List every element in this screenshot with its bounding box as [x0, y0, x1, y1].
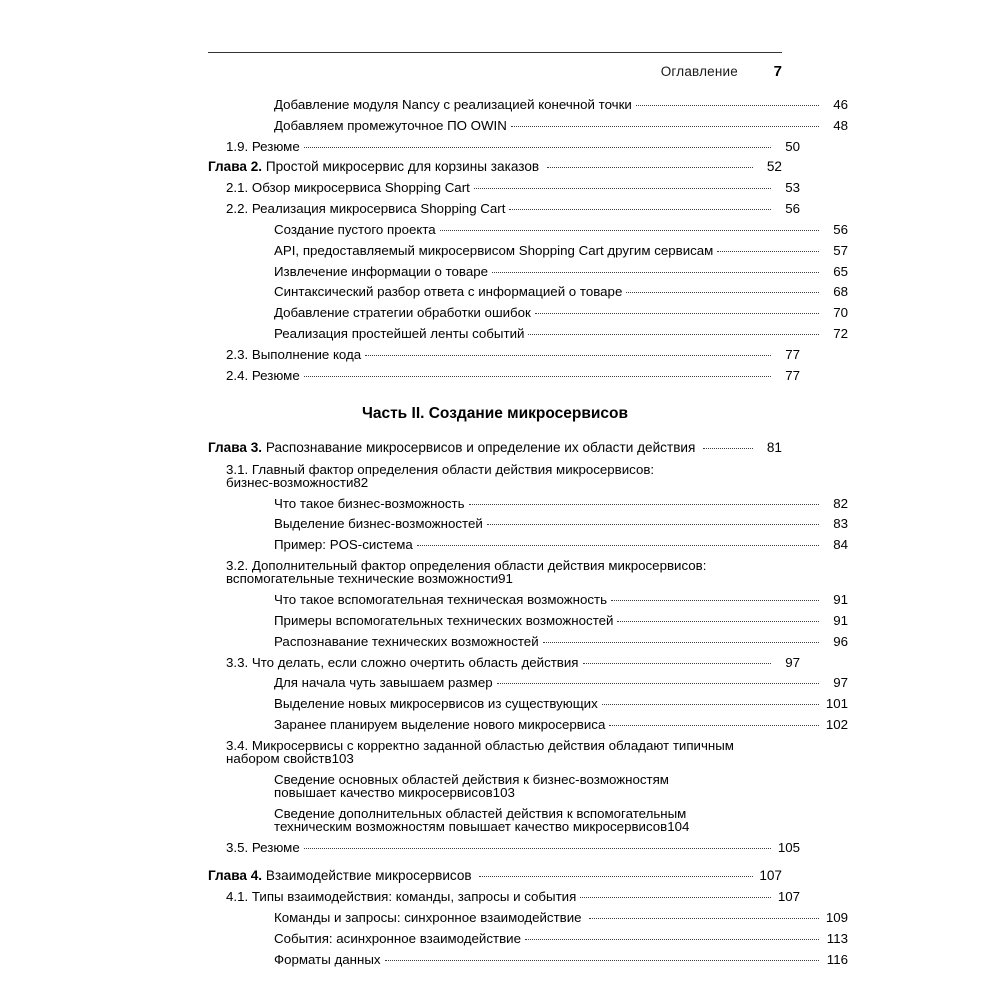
- page-header: [208, 52, 782, 80]
- leader-dots: [497, 683, 819, 684]
- toc-entry-chapter-title: Простой микросервис для корзины заказов: [262, 159, 543, 175]
- toc-entry-title: 3.2. Дополнительный фактор определения области действия микросервисов:: [226, 558, 707, 574]
- toc-entry-title: Синтаксический разбор ответа с информацией о товаре: [274, 284, 623, 300]
- toc-entry[interactable]: [274, 223, 848, 236]
- toc-entry-title: [208, 160, 543, 174]
- leader-dots: [589, 918, 819, 919]
- toc-entry-title-cont: техническим возможностям повышает качество микросервисов: [274, 819, 668, 835]
- toc-entry-page: 70: [833, 305, 848, 321]
- toc-entry-title: 3.1. Главный фактор определения области действия микросервисов:: [226, 461, 655, 477]
- toc-entry-title: [208, 441, 699, 455]
- toc-entry[interactable]: [274, 285, 848, 298]
- toc-entry[interactable]: [226, 463, 782, 490]
- toc-entry-title: 1.9. Резюме: [226, 138, 300, 154]
- leader-dots: [535, 313, 819, 314]
- toc-entry-page: 91: [498, 571, 513, 587]
- toc-entry-page: 82: [833, 495, 848, 511]
- toc-entry-title: Заранее планируем выделение нового микросервиса: [274, 716, 606, 732]
- leader-dots: [511, 126, 819, 127]
- toc-entry[interactable]: [274, 306, 848, 319]
- leader-dots: [528, 334, 819, 335]
- toc-entry[interactable]: [274, 614, 848, 627]
- toc-entry-title: 3.4. Микросервисы с корректно заданной областью действия обладают типичным: [226, 737, 734, 753]
- toc-entry[interactable]: [274, 697, 848, 710]
- toc-entry-title: 2.2. Реализация микросервиса Shopping Cart: [226, 201, 506, 217]
- toc-entry-chapter-label: Глава 3.: [208, 440, 263, 456]
- leader-dots: [580, 897, 771, 898]
- toc-entry-page: 101: [825, 696, 848, 712]
- toc-entry-title-cont: набором свойств: [226, 751, 332, 766]
- toc-entry-title: Команды и запросы: синхронное взаимодействие: [274, 910, 586, 926]
- toc-entry[interactable]: [208, 441, 782, 455]
- toc-entry-page: 84: [833, 537, 848, 553]
- toc-entry-page: 82: [353, 474, 369, 490]
- toc-entry-page: 53: [785, 180, 800, 196]
- leader-dots: [304, 848, 771, 849]
- toc-entry-page: 77: [785, 367, 800, 383]
- toc-entry-title: [208, 869, 475, 883]
- toc-entry-title: Для начала чуть завышаем размер: [274, 675, 493, 691]
- toc-entry-title: Добавление стратегии обработки ошибок: [274, 305, 531, 321]
- leader-dots: [703, 448, 753, 449]
- toc-entry[interactable]: [208, 869, 782, 883]
- toc-entry[interactable]: [226, 739, 782, 766]
- toc-entry-title: События: асинхронное взаимодействие: [274, 930, 521, 946]
- toc-entry-title-cont: вспомогательные технические возможности: [226, 571, 499, 587]
- toc-entry[interactable]: [226, 559, 782, 586]
- toc-entry-title: Выделение новых микросервисов из существующих: [274, 696, 598, 712]
- toc-entry-page: 109: [825, 910, 848, 926]
- leader-dots: [626, 292, 819, 293]
- toc-entry[interactable]: [274, 953, 848, 966]
- toc-entry-title: Создание пустого проекта: [274, 222, 436, 238]
- toc-entry-page: 48: [833, 117, 848, 133]
- toc-entry-page: 77: [785, 346, 800, 362]
- toc-entry[interactable]: [208, 160, 782, 174]
- toc-entry-page: 104: [667, 819, 690, 835]
- leader-dots: [636, 105, 819, 106]
- toc-entry-title: 2.3. Выполнение кода: [226, 346, 362, 362]
- leader-dots: [543, 642, 819, 643]
- toc-entry-title: Пример: POS-система: [274, 537, 413, 553]
- toc-entry-title: 2.4. Резюме: [226, 367, 300, 383]
- toc-entry[interactable]: [226, 369, 800, 382]
- toc-entry-title: 3.3. Что делать, если сложно очертить область действия: [226, 654, 579, 670]
- toc-entry[interactable]: [226, 890, 800, 903]
- toc-entry-page: 83: [833, 516, 848, 532]
- toc-entry-page: 68: [833, 284, 848, 300]
- toc-entry[interactable]: [274, 265, 848, 278]
- toc-entry[interactable]: [226, 181, 800, 194]
- toc-entry[interactable]: [274, 119, 848, 132]
- toc-entry-page: 105: [777, 839, 800, 855]
- toc-entry-page: 116: [826, 951, 848, 967]
- toc-entry[interactable]: [274, 593, 848, 606]
- toc-entry-title: Реализация простейшей ленты событий: [274, 326, 525, 342]
- toc-entry-page: 102: [825, 716, 848, 732]
- leader-dots: [487, 524, 819, 525]
- toc-entry-page: 97: [833, 675, 848, 691]
- toc-entry-title: Распознавание технических возможностей: [274, 633, 539, 649]
- toc-entry[interactable]: [274, 932, 848, 945]
- toc-entry[interactable]: [226, 348, 800, 361]
- toc-entry-title: Добавление модуля Nancy с реализацией конечной точки: [274, 97, 632, 112]
- toc-entry[interactable]: [226, 140, 800, 153]
- toc-entry-page: 81: [766, 440, 782, 456]
- toc-entry-page: 46: [833, 97, 848, 112]
- toc-entry-page: 103: [331, 751, 354, 766]
- toc-entry[interactable]: [274, 807, 782, 834]
- leader-dots: [717, 251, 819, 252]
- leader-dots: [547, 167, 753, 168]
- leader-dots: [417, 545, 819, 546]
- toc-entry-page: 65: [833, 263, 848, 279]
- toc-entry-title-cont: повышает качество микросервисов: [274, 785, 493, 801]
- part-heading: Часть II. Создание микросервисов: [361, 404, 629, 422]
- toc-entry-title: Добавляем промежуточное ПО OWIN: [274, 117, 507, 133]
- toc-entry[interactable]: [274, 676, 848, 689]
- table-of-contents: [208, 97, 848, 967]
- leader-dots: [609, 725, 819, 726]
- toc-entry-title: 2.1. Обзор микросервиса Shopping Cart: [226, 180, 470, 196]
- toc-entry[interactable]: [274, 718, 848, 731]
- toc-entry-title: Извлечение информации о товаре: [274, 263, 489, 279]
- toc-entry-title-cont: бизнес-возможности: [226, 474, 354, 490]
- toc-entry-title: Сведение основных областей действия к бизнес-возможностям: [274, 771, 669, 787]
- leader-dots: [479, 876, 753, 877]
- toc-entry-page: 96: [833, 633, 848, 649]
- toc-entry-title: Что такое бизнес-возможность: [274, 495, 465, 511]
- toc-entry-page: 91: [833, 612, 848, 628]
- toc-entry-title: API, предоставляемый микросервисом Shopping Cart другим сервисам: [274, 242, 714, 258]
- toc-entry-title: 4.1. Типы взаимодействия: команды, запросы и события: [226, 889, 577, 905]
- toc-entry-page: 52: [766, 159, 782, 175]
- toc-entry-page: 107: [759, 868, 782, 884]
- toc-entry[interactable]: [226, 841, 800, 854]
- toc-entry[interactable]: [274, 635, 848, 648]
- toc-entry[interactable]: [274, 98, 848, 111]
- leader-dots: [385, 960, 819, 961]
- leader-dots: [304, 147, 771, 148]
- toc-entry-chapter-label: Глава 4.: [208, 868, 263, 884]
- toc-entry-page: 56: [785, 201, 800, 217]
- toc-entry-chapter-title: Распознавание микросервисов и определение их области действия: [262, 440, 700, 456]
- leader-dots: [509, 209, 771, 210]
- leader-dots: [365, 355, 771, 356]
- leader-dots: [617, 621, 819, 622]
- toc-entry-title: Форматы данных: [274, 951, 381, 967]
- toc-entry-page: 91: [833, 592, 848, 608]
- toc-entry-chapter-label: Глава 2.: [208, 159, 263, 175]
- toc-entry-page: 72: [833, 326, 848, 342]
- leader-dots: [611, 600, 819, 601]
- toc-entry[interactable]: [274, 244, 848, 257]
- leader-dots: [440, 230, 819, 231]
- leader-dots: [474, 188, 771, 189]
- toc-entry-page: 57: [833, 242, 848, 258]
- toc-entry-page: 50: [785, 138, 800, 154]
- toc-entry-title: Сведение дополнительных областей действия к вспомогательным: [274, 805, 687, 821]
- toc-entry[interactable]: [274, 497, 848, 510]
- toc-entry[interactable]: [274, 773, 782, 800]
- header-title: Оглавление: [660, 64, 738, 79]
- toc-entry[interactable]: [274, 327, 848, 340]
- toc-entry[interactable]: [274, 538, 848, 551]
- toc-entry-title: Примеры вспомогательных технических возможностей: [274, 612, 614, 628]
- leader-dots: [602, 704, 819, 705]
- leader-dots: [525, 939, 819, 940]
- toc-entry-title: Что такое вспомогательная техническая возможность: [274, 592, 608, 608]
- toc-entry-page: 56: [833, 222, 848, 238]
- toc-entry[interactable]: [274, 517, 848, 530]
- toc-entry-page: 97: [785, 654, 800, 670]
- leader-dots: [492, 272, 819, 273]
- toc-entry-page: 113: [826, 930, 848, 946]
- toc-entry[interactable]: [226, 202, 800, 215]
- leader-dots: [583, 663, 772, 664]
- toc-entry-page: 103: [492, 785, 515, 801]
- page-number: 7: [773, 63, 782, 80]
- toc-entry-chapter-title: Взаимодействие микросервисов: [262, 868, 476, 884]
- toc-entry[interactable]: [274, 911, 848, 924]
- toc-entry-title: 3.5. Резюме: [226, 839, 300, 855]
- toc-entry-title: Выделение бизнес-возможностей: [274, 516, 483, 532]
- leader-dots: [304, 376, 771, 377]
- toc-entry[interactable]: [226, 656, 800, 669]
- leader-dots: [469, 504, 819, 505]
- toc-entry-page: 107: [777, 889, 800, 905]
